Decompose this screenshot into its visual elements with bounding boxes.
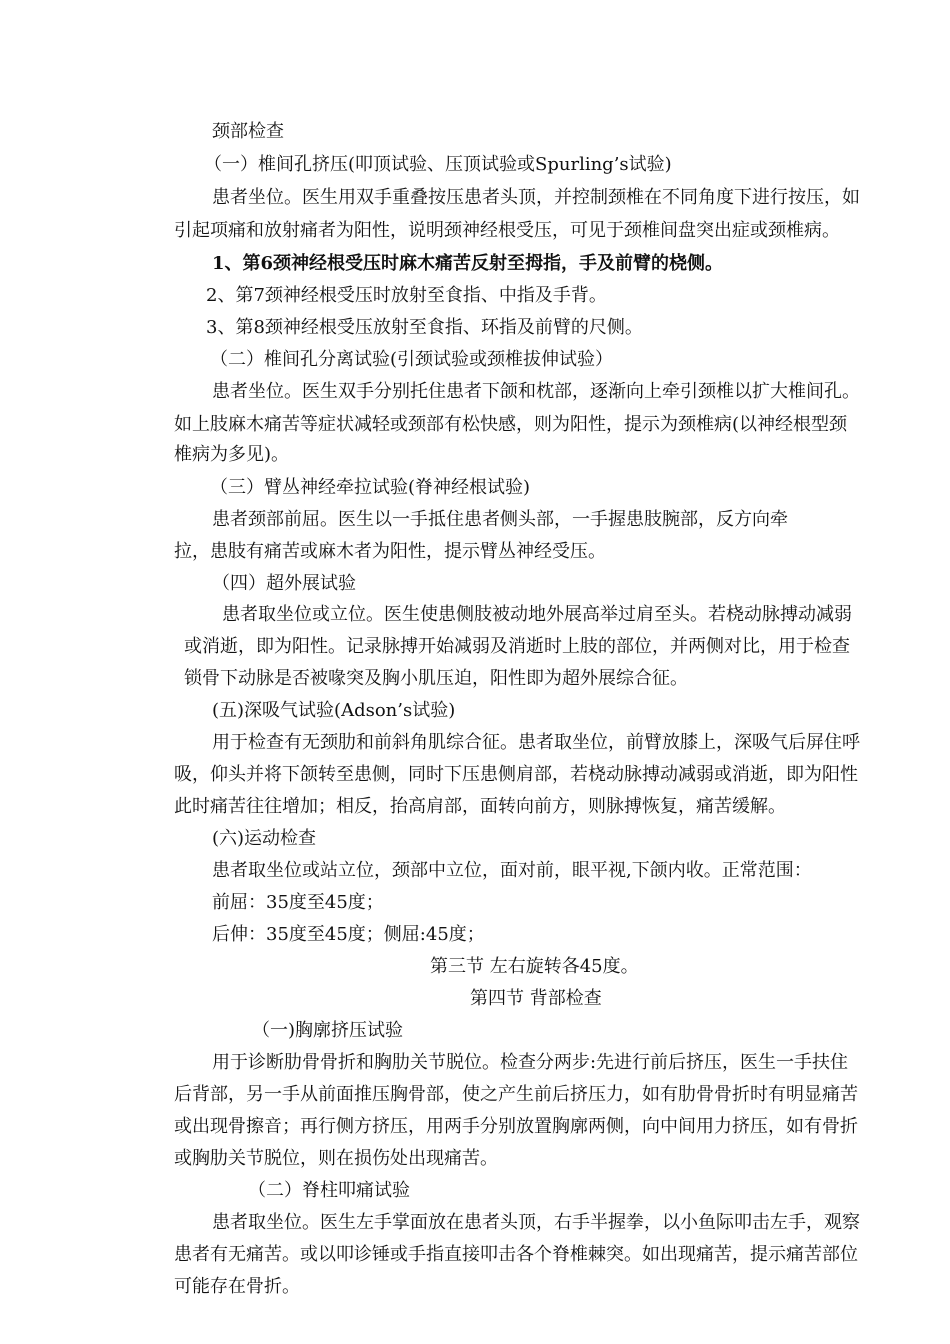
paragraph-line: 或胸肋关节脱位，则在损伤处出现痛苦。: [174, 1148, 498, 1169]
heading-hyperabduction-test: （四）超外展试验: [212, 573, 356, 594]
paragraph-line: 患者坐位。医生用双手重叠按压患者头顶，并控制颈椎在不同角度下进行按压，如: [212, 187, 860, 208]
paragraph-line: 患者取坐位或站立位，颈部中立位，面对前，眼平视,下颌内收。正常范围：: [212, 860, 812, 881]
paragraph-line: 患者有无痛苦。或以叩诊锤或手指直接叩击各个脊椎棘突。如出现痛苦，提示痛苦部位: [174, 1244, 858, 1265]
paragraph-line: 患者颈部前屈。医生以一手抵住患者侧头部，一手握患肢腕部，反方向牵: [212, 509, 788, 530]
range-line: 前屈：35度至45度；: [212, 892, 384, 913]
paragraph-line: 拉，患肢有痛苦或麻木者为阳性，提示臂丛神经受压。: [174, 541, 606, 562]
heading-compression-test: （一）椎间孔挤压(叩顶试验、压顶试验或Spurling’s试验): [204, 154, 672, 175]
section-title-rotation: 第三节 左右旋转各45度。: [430, 956, 639, 977]
paragraph-line: 后背部，另一手从前面推压胸骨部，使之产生前后挤压力，如有肋骨骨折时有明显痛苦: [174, 1084, 858, 1105]
paragraph-line: 吸，仰头并将下颌转至患侧，同时下压患侧肩部，若桡动脉搏动减弱或消逝，即为阳性: [174, 764, 858, 785]
paragraph-line: 用于诊断肋骨骨折和胸肋关节脱位。检查分两步:先进行前后挤压，医生一手扶住: [212, 1052, 849, 1073]
paragraph-line: 此时痛苦往往增加；相反，抬高肩部，面转向前方，则脉搏恢复，痛苦缓解。: [174, 796, 786, 817]
heading-adson-test: (五)深吸气试验(Adson’s试验): [212, 700, 456, 721]
paragraph-line: 引起项痛和放射痛者为阳性，说明颈神经根受压，可见于颈椎间盘突出症或颈椎病。: [174, 220, 840, 241]
paragraph-line: 可能存在骨折。: [174, 1276, 300, 1297]
paragraph-line: 椎病为多见)。: [174, 444, 290, 465]
heading-thorax-compression-test: （一)胸廓挤压试验: [252, 1020, 404, 1041]
paragraph-line: 患者取坐位。医生左手掌面放在患者头顶，右手半握拳，以小鱼际叩击左手，观察: [212, 1212, 860, 1233]
section-title-neck: 颈部检查: [212, 121, 284, 142]
list-item: 3、第8颈神经根受压放射至食指、环指及前臂的尺侧。: [206, 317, 643, 338]
heading-separation-test: （二）椎间孔分离试验(引颈试验或颈椎拔伸试验）: [210, 349, 614, 370]
heading-spine-percussion-test: （二）脊柱叩痛试验: [248, 1180, 410, 1201]
paragraph-line: 患者坐位。医生双手分别托住患者下颌和枕部，逐渐向上牵引颈椎以扩大椎间孔。: [212, 381, 860, 402]
heading-motion-exam: (六)运动检查: [212, 828, 317, 849]
paragraph-line: 或出现骨擦音；再行侧方挤压，用两手分别放置胸廓两侧，向中间用力挤压，如有骨折: [174, 1116, 858, 1137]
paragraph-line: 如上肢麻木痛苦等症状减轻或颈部有松快感，则为阳性，提示为颈椎病(以神经根型颈: [174, 414, 848, 435]
heading-brachial-plexus-test: （三）臂丛神经牵拉试验(脊神经根试验): [210, 477, 531, 498]
section-title-back: 第四节 背部检查: [470, 988, 602, 1009]
list-item: 2、第7颈神经根受压时放射至食指、中指及手背。: [206, 285, 607, 306]
paragraph-line: 患者取坐位或立位。医生使患侧肢被动地外展高举过肩至头。若桡动脉搏动减弱: [222, 604, 852, 625]
paragraph-line: 或消逝，即为阳性。记录脉搏开始减弱及消逝时上肢的部位，并两侧对比，用于检查: [184, 636, 850, 657]
paragraph-line: 用于检查有无颈肋和前斜角肌综合征。患者取坐位，前臂放膝上，深吸气后屏住呼: [212, 732, 860, 753]
paragraph-line: 锁骨下动脉是否被喙突及胸小肌压迫，阳性即为超外展综合征。: [184, 668, 688, 689]
list-item: 1、第6颈神经根受压时麻木痛苦反射至拇指，手及前臂的桡侧。: [212, 253, 724, 274]
range-line: 后伸：35度至45度；侧屈:45度；: [212, 924, 485, 945]
